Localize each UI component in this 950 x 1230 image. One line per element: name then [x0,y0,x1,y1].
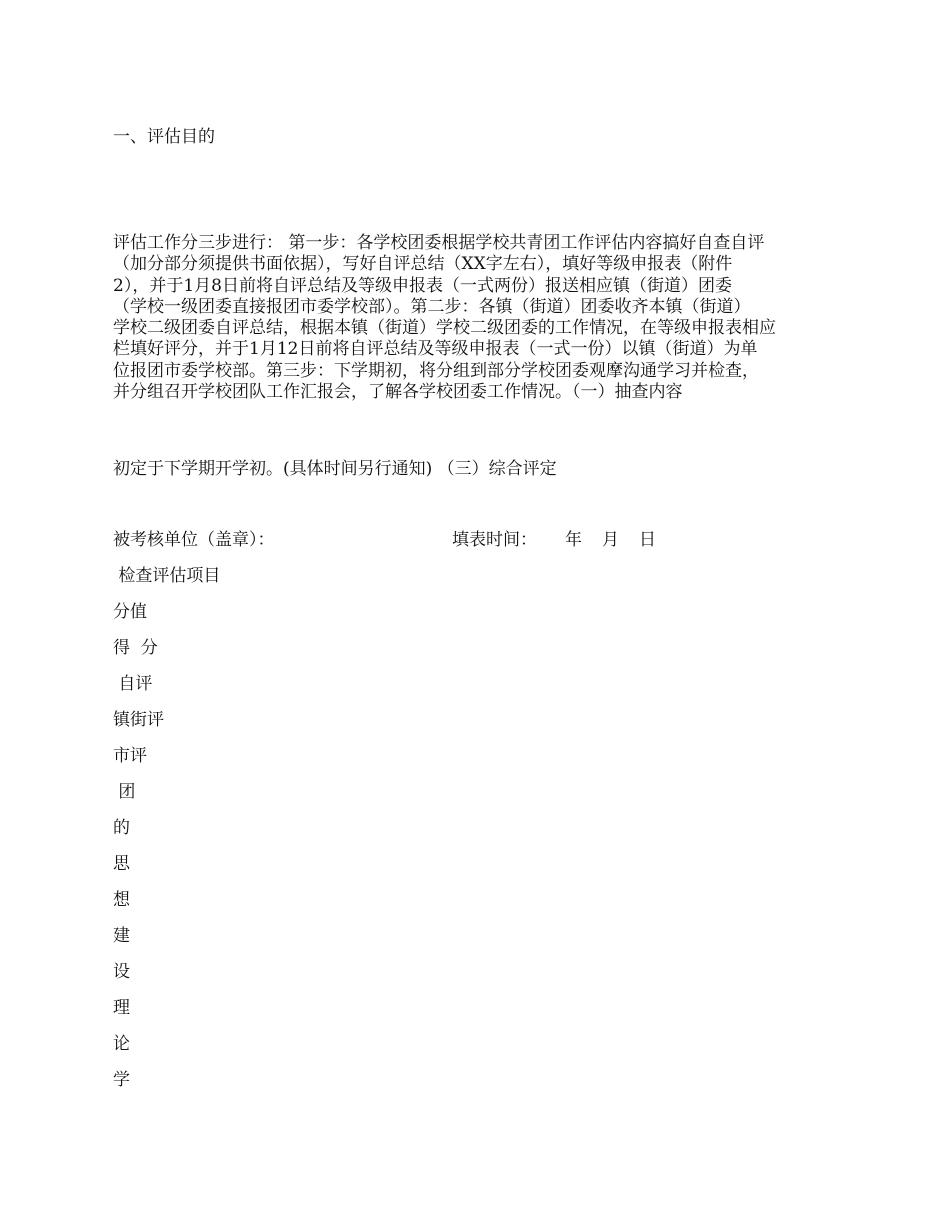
table-cell: 论 [113,1034,130,1054]
paragraph-line: 评估工作分三步进行： 第一步：各学校团委根据学校共青团工作评估内容搞好自查自评 [113,233,765,253]
paragraph-line: （加分部分须提供书面依据），写好自评总结（XX字左右），填好等级申报表（附件 [113,254,733,275]
assessment-table-cells [113,565,220,1105]
table-cell: 得 分 [113,638,158,658]
table-cell: 想 [113,890,130,910]
table-cell: 思 [113,854,130,874]
table-cell: 镇街评 [113,710,164,730]
paragraph-line: 2），并于1月8日前将自评总结及等级申报表（一式两份）报送相应镇（街道）团委 [113,275,732,296]
table-cell: 学 [113,1070,130,1090]
table-cell: 团 [113,782,136,802]
section-heading: 一、评估目的 [113,127,215,147]
table-cell: 检查评估项目 [113,566,221,586]
table-cell: 理 [113,998,130,1018]
table-cell: 自评 [113,674,153,694]
table-cell: 市评 [113,746,147,766]
process-paragraph [113,233,853,403]
table-cell: 分值 [113,602,147,622]
paragraph-line: 并分组召开学校团队工作汇报会，了解各学校团委工作情况。（一）抽查内容 [113,382,683,403]
table-cell: 建 [113,926,130,946]
paragraph-line: 栏填好评分，并于1月12日前将自评总结及等级申报表（一式一份）以镇（街道）为单 [113,339,758,360]
paragraph-line: （学校一级团委直接报团市委学校部）。第二步：各镇（街道）团委收齐本镇（街道） [113,296,751,317]
fill-date-label: 填表时间： [452,530,537,550]
paragraph-line: 学校二级团委自评总结，根据本镇（街道）学校二级团委的工作情况，在等级申报表相应 [113,318,776,339]
paragraph-line: 位报团市委学校部。第三步：下学期初，将分组到部分学校团委观摩沟通学习并检查， [113,360,759,381]
month-label: 月 [602,530,619,550]
table-cell: 设 [113,962,130,982]
table-cell: 的 [113,818,130,838]
day-label: 日 [639,530,656,550]
schedule-note: 初定于下学期开学初。(具体时间另行通知) （三）综合评定 [113,459,557,479]
assessed-unit-label: 被考核单位（盖章）： [113,530,275,550]
year-label: 年 [565,530,582,550]
